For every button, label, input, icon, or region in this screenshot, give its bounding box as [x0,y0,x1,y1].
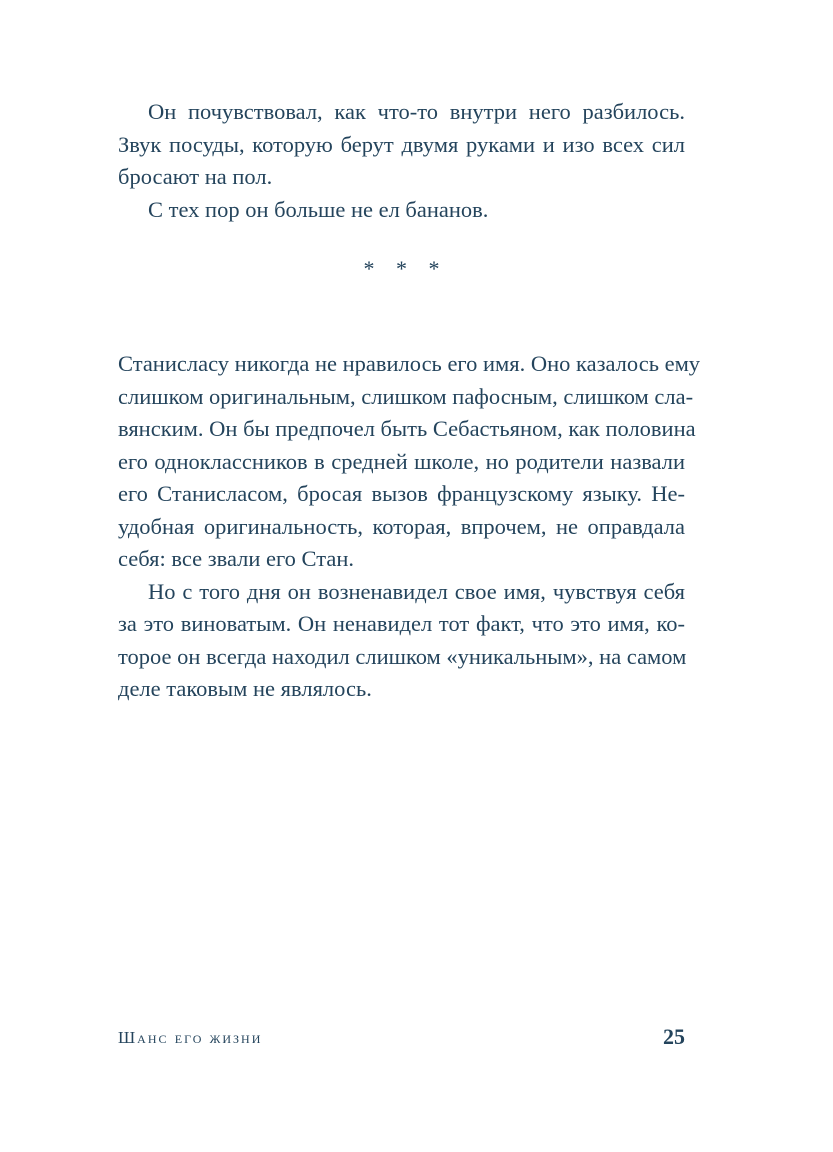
text-line: Звук посуды, которую берут двумя руками и изо всех сил [118,131,685,157]
text-line: его одноклассников в средней школе, но родители назвали [118,448,685,474]
text-line: удобная оригинальность, которая, впрочем, не оправдала [118,513,685,539]
text-line: Но с того дня он возненавидел свое имя, чувствуя себя [148,578,685,604]
text-line: его Станисласом, бросая вызов французскому языку. Не- [118,481,685,506]
text-line: за это виноватым. Он ненавидел тот факт, что это имя, ко- [118,611,685,636]
section-separator: * * * [363,256,448,281]
text-line: себя: все звали его Стан. [118,546,355,571]
paragraph-2 [118,194,685,227]
text-line: Станисласу никогда не нравилось его имя. Оно казалось ему [118,351,701,376]
paragraph-4 [118,576,685,706]
text-line: торое он всегда находил слишком «уникальным», на самом [118,643,687,669]
text-line: деле таковым не являлось. [118,676,372,701]
running-footer-title: Шанс его жизни [118,1028,263,1047]
text-line: слишком оригинальным, слишком пафосным, слишком сла- [118,383,694,409]
paragraph-3 [118,348,701,576]
text-line: бросают на пол. [118,164,273,189]
text-line: вянским. Он бы предпочел быть Себастьяном, как половина [118,416,696,441]
page-number: 25 [663,1024,685,1049]
paragraph-1 [118,96,685,194]
text-line: С тех пор он больше не ел бананов. [148,196,489,222]
text-line: Он почувствовал, как что-то внутри него разбилось. [148,99,685,124]
page-body [118,96,701,706]
